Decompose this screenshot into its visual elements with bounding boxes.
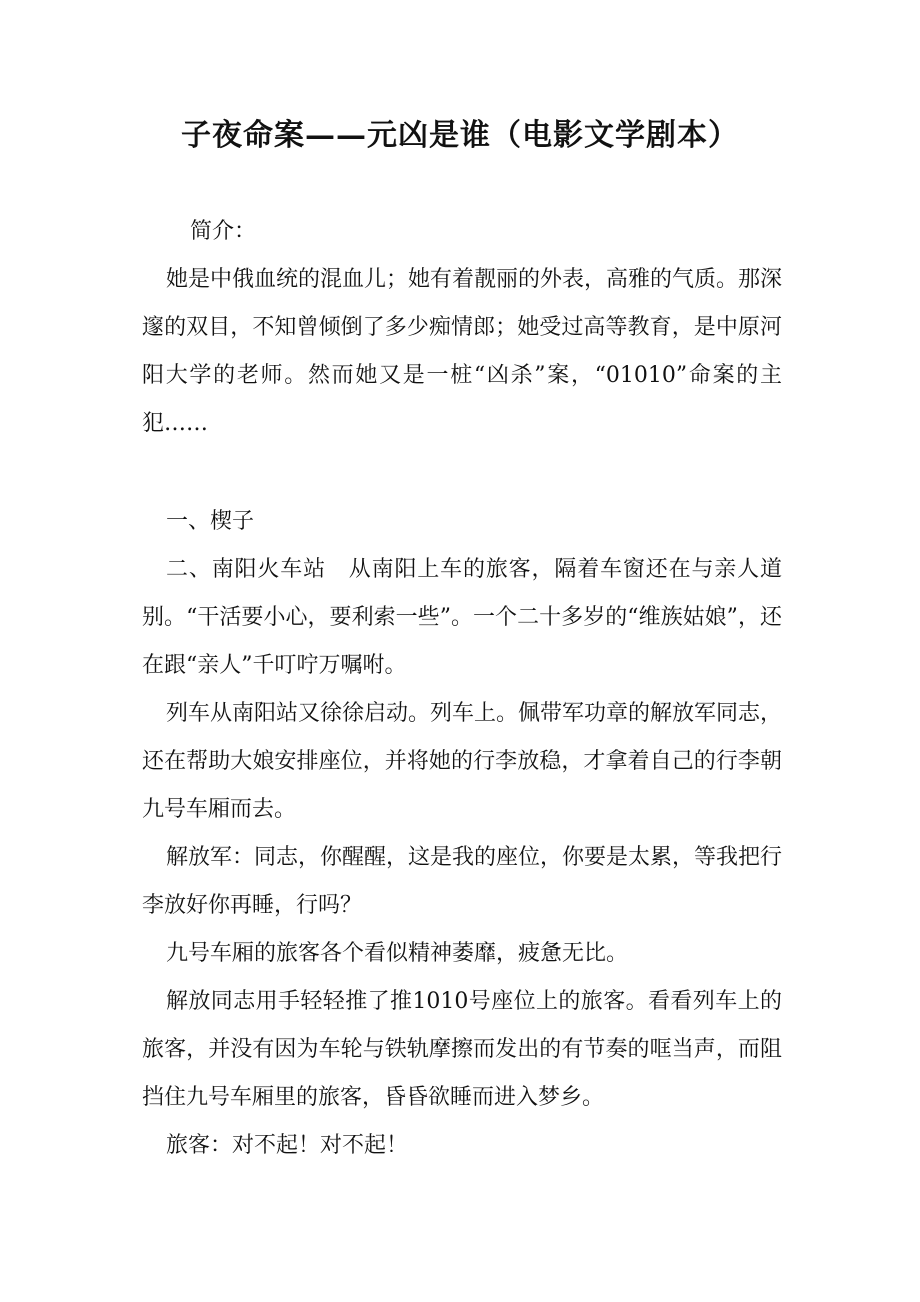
script-paragraph: 九号车厢的旅客各个看似精神萎靡，疲惫无比。 [166,941,629,966]
script-paragraph: 二、南阳火车站 从南阳上车的旅客，隔着车窗还在与亲人道别。“干活要小心，要利索一些”。一个二十多岁的“维族姑娘”，还在跟“亲人”千叮咛万嘱咐。 [142,557,782,678]
script-paragraph: 解放同志用手轻轻推了推1010号座位上的旅客。看看列车上的旅客，并没有因为车轮与铁轨摩擦而发出的有节奏的哐当声，而阻挡住九号车厢里的旅客，昏昏欲睡而进入梦乡。 [142,989,782,1110]
section-heading-prologue: 一、楔子 [166,509,255,534]
document-title: 子夜命案——元凶是谁（电影文学剧本） [181,118,739,153]
dialogue-paragraph: 解放军：同志，你醒醒，这是我的座位，你要是太累，等我把行李放好你再睡，行吗？ [142,845,783,918]
intro-label: 简介： [190,219,257,244]
dialogue-paragraph: 旅客：对不起！对不起！ [166,1133,409,1158]
script-body [142,498,782,1170]
script-paragraph: 列车从南阳站又徐徐启动。列车上。佩带军功章的解放军同志，还在帮助大娘安排座位，并将她的行李放稳，才拿着自己的行李朝九号车厢而去。 [142,701,783,822]
intro-block [142,256,782,448]
intro-paragraph: 她是中俄血统的混血儿；她有着靓丽的外表，高雅的气质。那深邃的双目，不知曾倾倒了多少痴情郎；她受过高等教育，是中原河阳大学的老师。然而她又是一桩“凶杀”案，“01010”命案的主犯…… [142,267,783,436]
